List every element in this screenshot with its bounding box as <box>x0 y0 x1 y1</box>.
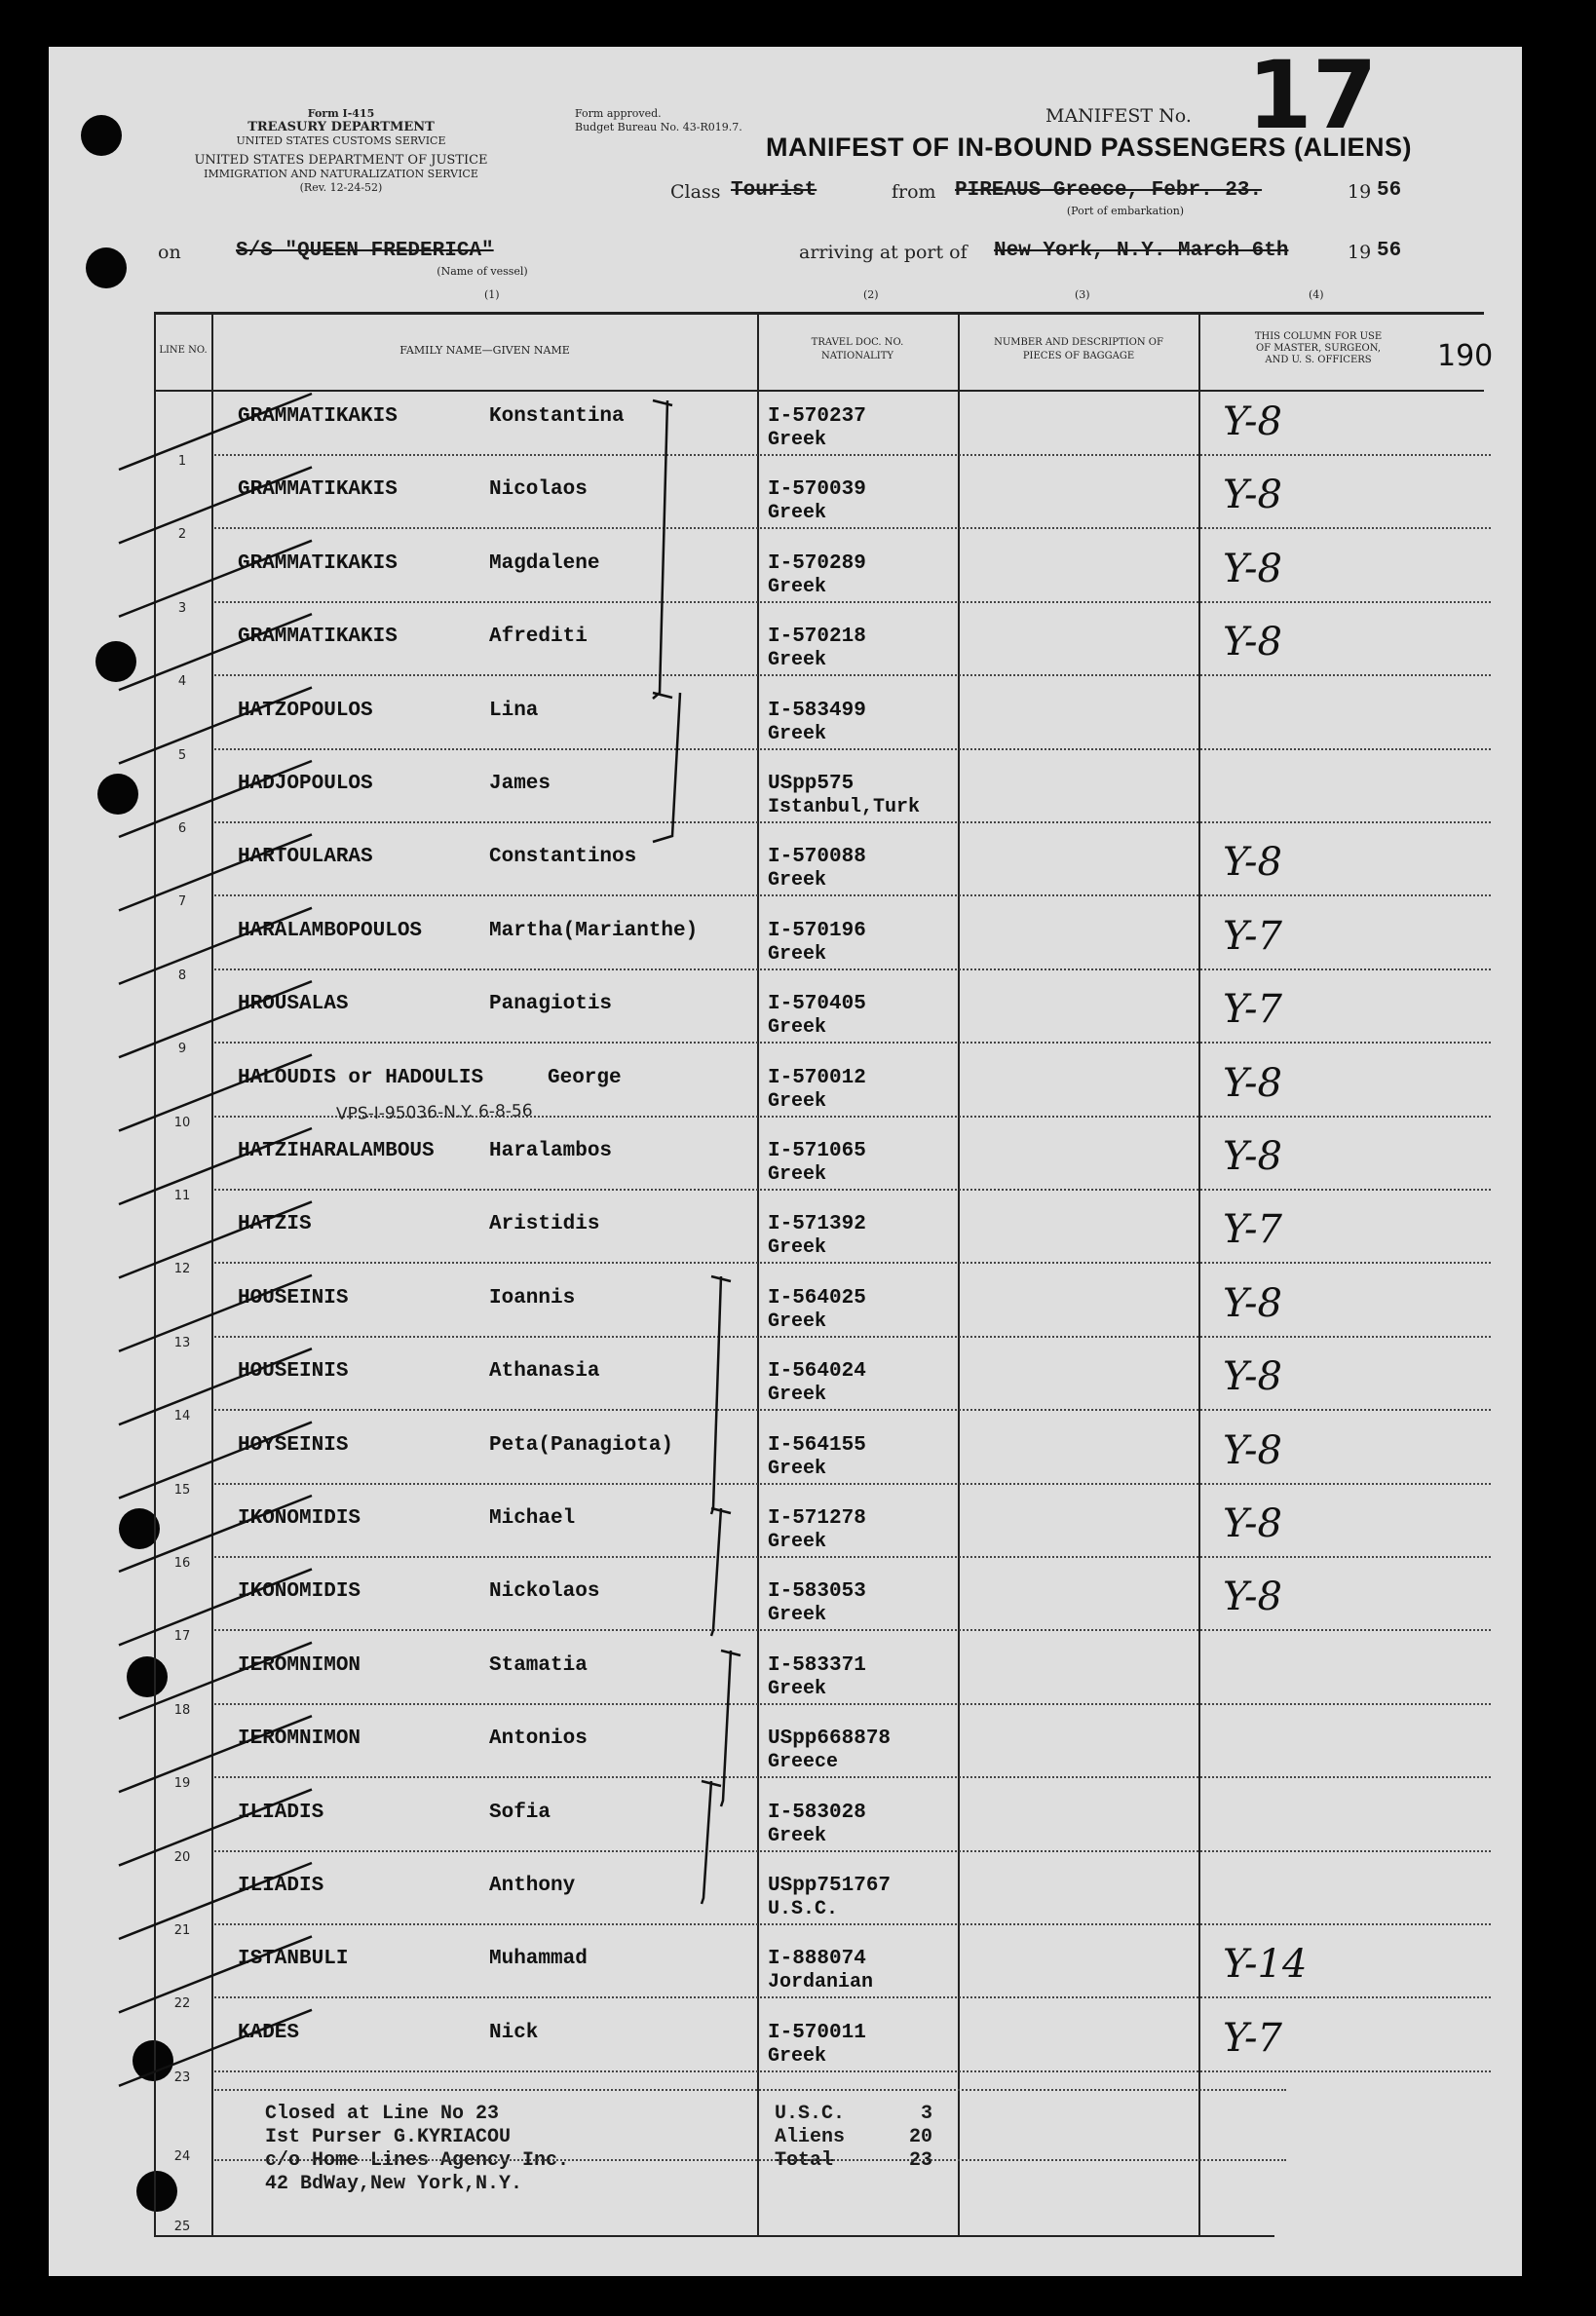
family-name: GRAMMATIKAKIS <box>238 626 398 649</box>
given-name: George <box>548 1066 622 1089</box>
travel-doc-number: I-570039 <box>768 478 866 502</box>
family-name: ILIADIS <box>238 1801 324 1824</box>
embarkation-note: (Port of embarkation) <box>1066 205 1185 217</box>
officer-mark: Y-8 <box>1223 620 1282 665</box>
given-name: Afrediti <box>489 626 588 649</box>
nationality: Jordanian <box>768 1971 874 1994</box>
check-stroke <box>119 1790 312 1866</box>
travel-doc-number: I-570289 <box>768 551 866 575</box>
nationality: Greek <box>768 502 827 525</box>
bracket-stroke <box>711 1508 731 1636</box>
check-stroke <box>119 1496 312 1572</box>
nationality: Greek <box>768 1089 827 1113</box>
check-stroke <box>119 1936 312 2012</box>
nationality: Greek <box>768 575 827 598</box>
travel-doc-number: USpp751767 <box>768 1875 892 1897</box>
nationality: Greek <box>768 1236 827 1260</box>
check-stroke <box>119 2010 312 2086</box>
line-number: 10 <box>173 1115 191 1130</box>
given-name: Nick <box>489 2021 539 2044</box>
nationality: Greek <box>768 1677 827 1700</box>
officer-mark: Y-8 <box>1223 1575 1282 1620</box>
aliens-label: Aliens <box>775 2126 846 2148</box>
header-family-given: FAMILY NAME—GIVEN NAME <box>399 344 570 357</box>
travel-doc-number: I-583371 <box>768 1653 866 1677</box>
line-number: 21 <box>173 1923 191 1938</box>
check-stroke <box>119 1863 312 1939</box>
travel-doc-number: I-570237 <box>768 405 866 428</box>
year-prefix-2: 19 <box>1348 242 1372 263</box>
check-stroke <box>119 1275 312 1351</box>
line-number: 3 <box>177 600 187 616</box>
header-baggage-b: PIECES OF BAGGAGE <box>1022 351 1135 361</box>
line-number: 8 <box>177 968 187 983</box>
header-baggage-a: NUMBER AND DESCRIPTION OF <box>994 337 1163 348</box>
travel-doc-number: I-570011 <box>768 2021 866 2044</box>
line-number-25: 25 <box>173 2220 191 2234</box>
nationality: Istanbul,Turk <box>768 796 921 818</box>
closing-line-3: c/o Home Lines Agency Inc. <box>265 2149 570 2172</box>
closing-line-1: Closed at Line No 23 <box>265 2103 500 2125</box>
from-label: from <box>892 181 936 203</box>
check-stroke <box>119 1716 312 1792</box>
nationality: Greek <box>768 429 827 451</box>
travel-doc-number: I-564024 <box>768 1360 866 1384</box>
given-name: Constantinos <box>489 846 637 869</box>
travel-doc-number: USpp575 <box>768 773 855 795</box>
from-value: PIREAUS Greece, Febr. 23. <box>955 179 1263 202</box>
form-approved: Form approved. <box>575 107 662 120</box>
ins-service: IMMIGRATION AND NATURALIZATION SERVICE <box>204 168 478 180</box>
check-stroke <box>119 688 312 764</box>
check-stroke <box>119 1643 312 1719</box>
travel-doc-number: I-583053 <box>768 1580 866 1604</box>
travel-doc-number: I-564155 <box>768 1433 866 1457</box>
given-name: Nickolaos <box>489 1580 600 1604</box>
usc-count: 3 <box>921 2103 933 2125</box>
nationality: Greek <box>768 722 827 745</box>
class-value: Tourist <box>731 179 817 202</box>
family-name: IEROMNIMON <box>238 1653 361 1677</box>
bracket-stroke <box>653 693 680 842</box>
pen-marks <box>49 47 1522 2276</box>
check-stroke <box>119 981 312 1057</box>
vessel-name: S/S "QUEEN FREDERICA" <box>236 240 494 262</box>
closing-line-2: Ist Purser G.KYRIACOU <box>265 2126 512 2148</box>
given-name: Antonios <box>489 1728 588 1751</box>
check-stroke <box>119 761 312 837</box>
nationality: Greek <box>768 1824 827 1847</box>
treasury-dept: TREASURY DEPARTMENT <box>247 120 435 134</box>
line-number: 16 <box>173 1556 191 1571</box>
closing-line-4: 42 BdWay,New York,N.Y. <box>265 2173 523 2195</box>
line-number: 15 <box>173 1482 191 1498</box>
manifest-sheet <box>49 41 1522 2276</box>
nationality: Greek <box>768 649 827 672</box>
line-number: 14 <box>173 1409 191 1424</box>
check-stroke <box>119 834 312 910</box>
check-stroke <box>119 1128 312 1204</box>
officer-mark: Y-8 <box>1223 399 1282 444</box>
col-num-1: (1) <box>484 288 500 301</box>
col-num-4: (4) <box>1309 288 1324 301</box>
given-name: Ioannis <box>489 1286 576 1310</box>
nationality: Greek <box>768 1531 827 1553</box>
line-number: 12 <box>173 1262 191 1277</box>
col-num-3: (3) <box>1075 288 1090 301</box>
family-name: ILIADIS <box>238 1875 324 1897</box>
given-name: Aristidis <box>489 1213 600 1236</box>
check-stroke <box>119 541 312 617</box>
given-name: Magdalene <box>489 551 600 575</box>
family-name: IKONOMIDIS <box>238 1507 361 1530</box>
officer-mark: Y-8 <box>1223 1427 1282 1473</box>
travel-doc-number: I-570218 <box>768 626 866 649</box>
nationality: U.S.C. <box>768 1898 839 1920</box>
travel-doc-number: I-888074 <box>768 1948 866 1971</box>
officer-mark: Y-7 <box>1223 2015 1282 2061</box>
header-officers-a: THIS COLUMN FOR USE <box>1254 331 1383 342</box>
header-travel-doc: TRAVEL DOC. NO. <box>811 337 904 348</box>
family-name: HROUSALAS <box>238 993 349 1016</box>
check-stroke <box>119 1423 312 1499</box>
check-stroke <box>119 1348 312 1424</box>
family-name: HADJOPOULOS <box>238 773 373 795</box>
year-prefix-1: 19 <box>1348 181 1372 203</box>
officer-mark: Y-8 <box>1223 1354 1282 1400</box>
total-label: Total <box>775 2149 834 2172</box>
bracket-stroke <box>721 1651 741 1806</box>
given-name: Panagiotis <box>489 993 613 1016</box>
visa-handwritten-note: VPS-I-95036-N.Y. 6-8-56 <box>335 1101 533 1124</box>
officer-mark: Y-8 <box>1223 1501 1282 1546</box>
officer-mark: Y-7 <box>1223 1207 1282 1253</box>
vessel-note: (Name of vessel) <box>437 265 528 278</box>
travel-doc-number: I-564025 <box>768 1286 866 1310</box>
family-name: KADES <box>238 2021 300 2044</box>
given-name: Athanasia <box>489 1360 600 1384</box>
bracket-stroke <box>653 400 672 699</box>
header-line-no: LINE NO. <box>159 345 208 356</box>
line-number: 5 <box>177 747 187 763</box>
family-name: GRAMMATIKAKIS <box>238 405 398 428</box>
family-name: HARALAMBOPOULOS <box>238 919 423 942</box>
line-number: 17 <box>173 1629 191 1645</box>
check-stroke <box>119 1055 312 1131</box>
nationality: Greek <box>768 1384 827 1407</box>
page-number: 190 <box>1437 339 1494 373</box>
line-number: 7 <box>177 894 187 910</box>
manifest-no-label: MANIFEST No. <box>1045 105 1192 127</box>
given-name: Sofia <box>489 1801 551 1824</box>
line-number: 2 <box>177 527 187 543</box>
given-name: Michael <box>489 1507 576 1530</box>
bracket-stroke <box>702 1781 721 1904</box>
total-count: 23 <box>909 2149 933 2172</box>
officer-mark: Y-8 <box>1223 840 1282 886</box>
family-name: HOUSEINIS <box>238 1286 349 1310</box>
travel-doc-number: I-570196 <box>768 919 866 942</box>
header-officers-c: AND U. S. OFFICERS <box>1265 355 1372 365</box>
nationality: Greek <box>768 1016 827 1040</box>
given-name: Peta(Panagiota) <box>489 1433 674 1457</box>
year-1: 56 <box>1377 179 1402 202</box>
line-number: 6 <box>177 821 187 836</box>
travel-doc-number: I-571392 <box>768 1213 866 1236</box>
line-number: 20 <box>173 1849 191 1865</box>
line-number: 11 <box>173 1189 191 1203</box>
given-name: Haralambos <box>489 1140 613 1162</box>
budget-bureau: Budget Bureau No. 43-R019.7. <box>575 121 742 133</box>
officer-mark: Y-8 <box>1223 473 1282 518</box>
given-name: Nicolaos <box>489 478 588 502</box>
travel-doc-number: I-570405 <box>768 993 866 1016</box>
given-name: Anthony <box>489 1875 576 1897</box>
line-number: 18 <box>173 1702 191 1718</box>
usc-label: U.S.C. <box>775 2103 846 2125</box>
travel-doc-number: I-571065 <box>768 1140 866 1162</box>
manifest-number: 17 <box>1247 41 1378 150</box>
family-name: HOYSEINIS <box>238 1433 349 1457</box>
line-number: 19 <box>173 1776 191 1792</box>
officer-mark: Y-8 <box>1223 1134 1282 1179</box>
given-name: James <box>489 773 551 795</box>
check-stroke <box>119 908 312 984</box>
form-revision: (Rev. 12-24-52) <box>299 181 383 194</box>
col-num-2: (2) <box>863 288 879 301</box>
customs-service: UNITED STATES CUSTOMS SERVICE <box>236 134 446 147</box>
family-name: ISTANBULI <box>238 1948 349 1971</box>
class-label: Class <box>670 181 721 203</box>
family-name: HATZIS <box>238 1213 312 1236</box>
travel-doc-number: USpp668878 <box>768 1728 892 1751</box>
line-number: 9 <box>177 1042 187 1057</box>
nationality: Greek <box>768 869 827 892</box>
aliens-count: 20 <box>909 2126 933 2148</box>
family-name: HATZOPOULOS <box>238 699 373 722</box>
page-title: MANIFEST OF IN-BOUND PASSENGERS (ALIENS) <box>766 133 1413 162</box>
given-name: Muhammad <box>489 1948 588 1971</box>
nationality: Greek <box>768 2044 827 2068</box>
arriving-label: arriving at port of <box>799 242 968 263</box>
family-name: HATZIHARALAMBOUS <box>238 1140 435 1162</box>
check-stroke <box>119 614 312 690</box>
justice-dept: UNITED STATES DEPARTMENT OF JUSTICE <box>194 153 488 168</box>
on-label: on <box>158 242 181 263</box>
family-name: GRAMMATIKAKIS <box>238 551 398 575</box>
check-stroke <box>119 1569 312 1645</box>
nationality: Greece <box>768 1751 839 1774</box>
officer-mark: Y-8 <box>1223 546 1282 591</box>
family-name: IKONOMIDIS <box>238 1580 361 1604</box>
bracket-stroke <box>711 1276 731 1514</box>
travel-doc-number: I-571278 <box>768 1507 866 1530</box>
header-nationality: NATIONALITY <box>820 351 894 361</box>
nationality: Greek <box>768 1163 827 1186</box>
given-name: Konstantina <box>489 405 625 428</box>
nationality: Greek <box>768 1310 827 1333</box>
nationality: Greek <box>768 1604 827 1627</box>
line-number: 13 <box>173 1335 191 1350</box>
family-name: IEROMNIMON <box>238 1728 361 1751</box>
travel-doc-number: I-583028 <box>768 1801 866 1824</box>
travel-doc-number: I-570012 <box>768 1066 866 1089</box>
travel-doc-number: I-583499 <box>768 699 866 722</box>
year-2: 56 <box>1377 240 1402 262</box>
line-number-24: 24 <box>173 2149 191 2164</box>
travel-doc-number: I-570088 <box>768 846 866 869</box>
check-stroke <box>119 394 312 470</box>
form-number: Form I-415 <box>307 107 375 120</box>
family-name: HALOUDIS or HADOULIS <box>238 1066 484 1089</box>
header-officers-b: OF MASTER, SURGEON, <box>1255 343 1382 354</box>
line-number: 4 <box>177 674 187 690</box>
line-number: 1 <box>177 454 187 469</box>
officer-mark: Y-7 <box>1223 987 1282 1033</box>
given-name: Martha(Marianthe) <box>489 919 699 942</box>
nationality: Greek <box>768 942 827 966</box>
line-number: 23 <box>173 2069 191 2085</box>
officer-mark: Y-8 <box>1223 1060 1282 1106</box>
check-stroke <box>119 467 312 543</box>
officer-mark: Y-8 <box>1223 1280 1282 1326</box>
given-name: Stamatia <box>489 1653 588 1677</box>
nationality: Greek <box>768 1457 827 1480</box>
check-stroke <box>119 1201 312 1277</box>
family-name: HARTOULARAS <box>238 846 373 869</box>
family-name: HOUSEINIS <box>238 1360 349 1384</box>
line-number: 22 <box>173 1996 191 2012</box>
arrival-value: New York, N.Y. March 6th <box>994 240 1289 262</box>
officer-mark: Y-14 <box>1223 1942 1308 1988</box>
family-name: GRAMMATIKAKIS <box>238 478 398 502</box>
given-name: Lina <box>489 699 539 722</box>
officer-mark: Y-7 <box>1223 913 1282 959</box>
